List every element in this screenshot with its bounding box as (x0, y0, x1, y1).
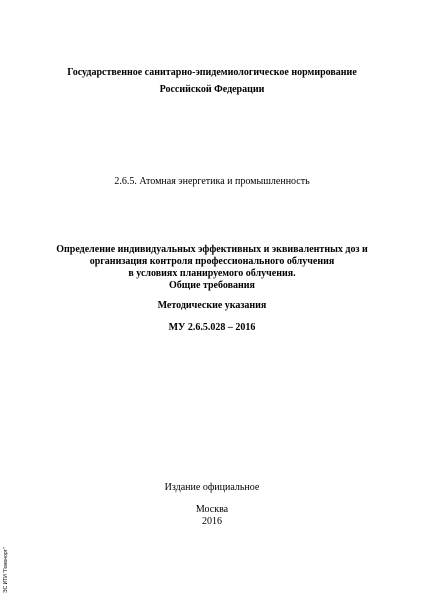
publication-year: 2016 (202, 516, 222, 527)
title-line-2: организация контроля профессионального облучения (89, 256, 335, 267)
document-type: Методические указания (157, 300, 267, 311)
title-line-1: Определение индивидуальных эффективных и эквивалентных доз и (56, 244, 368, 255)
header-line-1: Государственное санитарно-эпидемиологическое нормирование (67, 67, 357, 78)
side-stamp: ЭС ИТИ "Гемонорт" (3, 547, 9, 593)
section-heading: 2.6.5. Атомная энергетика и промышленность (114, 176, 310, 187)
title-line-4: Общие требования (169, 280, 255, 291)
document-number: МУ 2.6.5.028 – 2016 (168, 322, 256, 333)
title-line-3: в условиях планируемого облучения. (128, 268, 296, 279)
header-line-2: Российской Федерации (159, 84, 265, 95)
publication-city: Москва (195, 504, 229, 515)
edition-note: Издание официальное (164, 482, 260, 493)
